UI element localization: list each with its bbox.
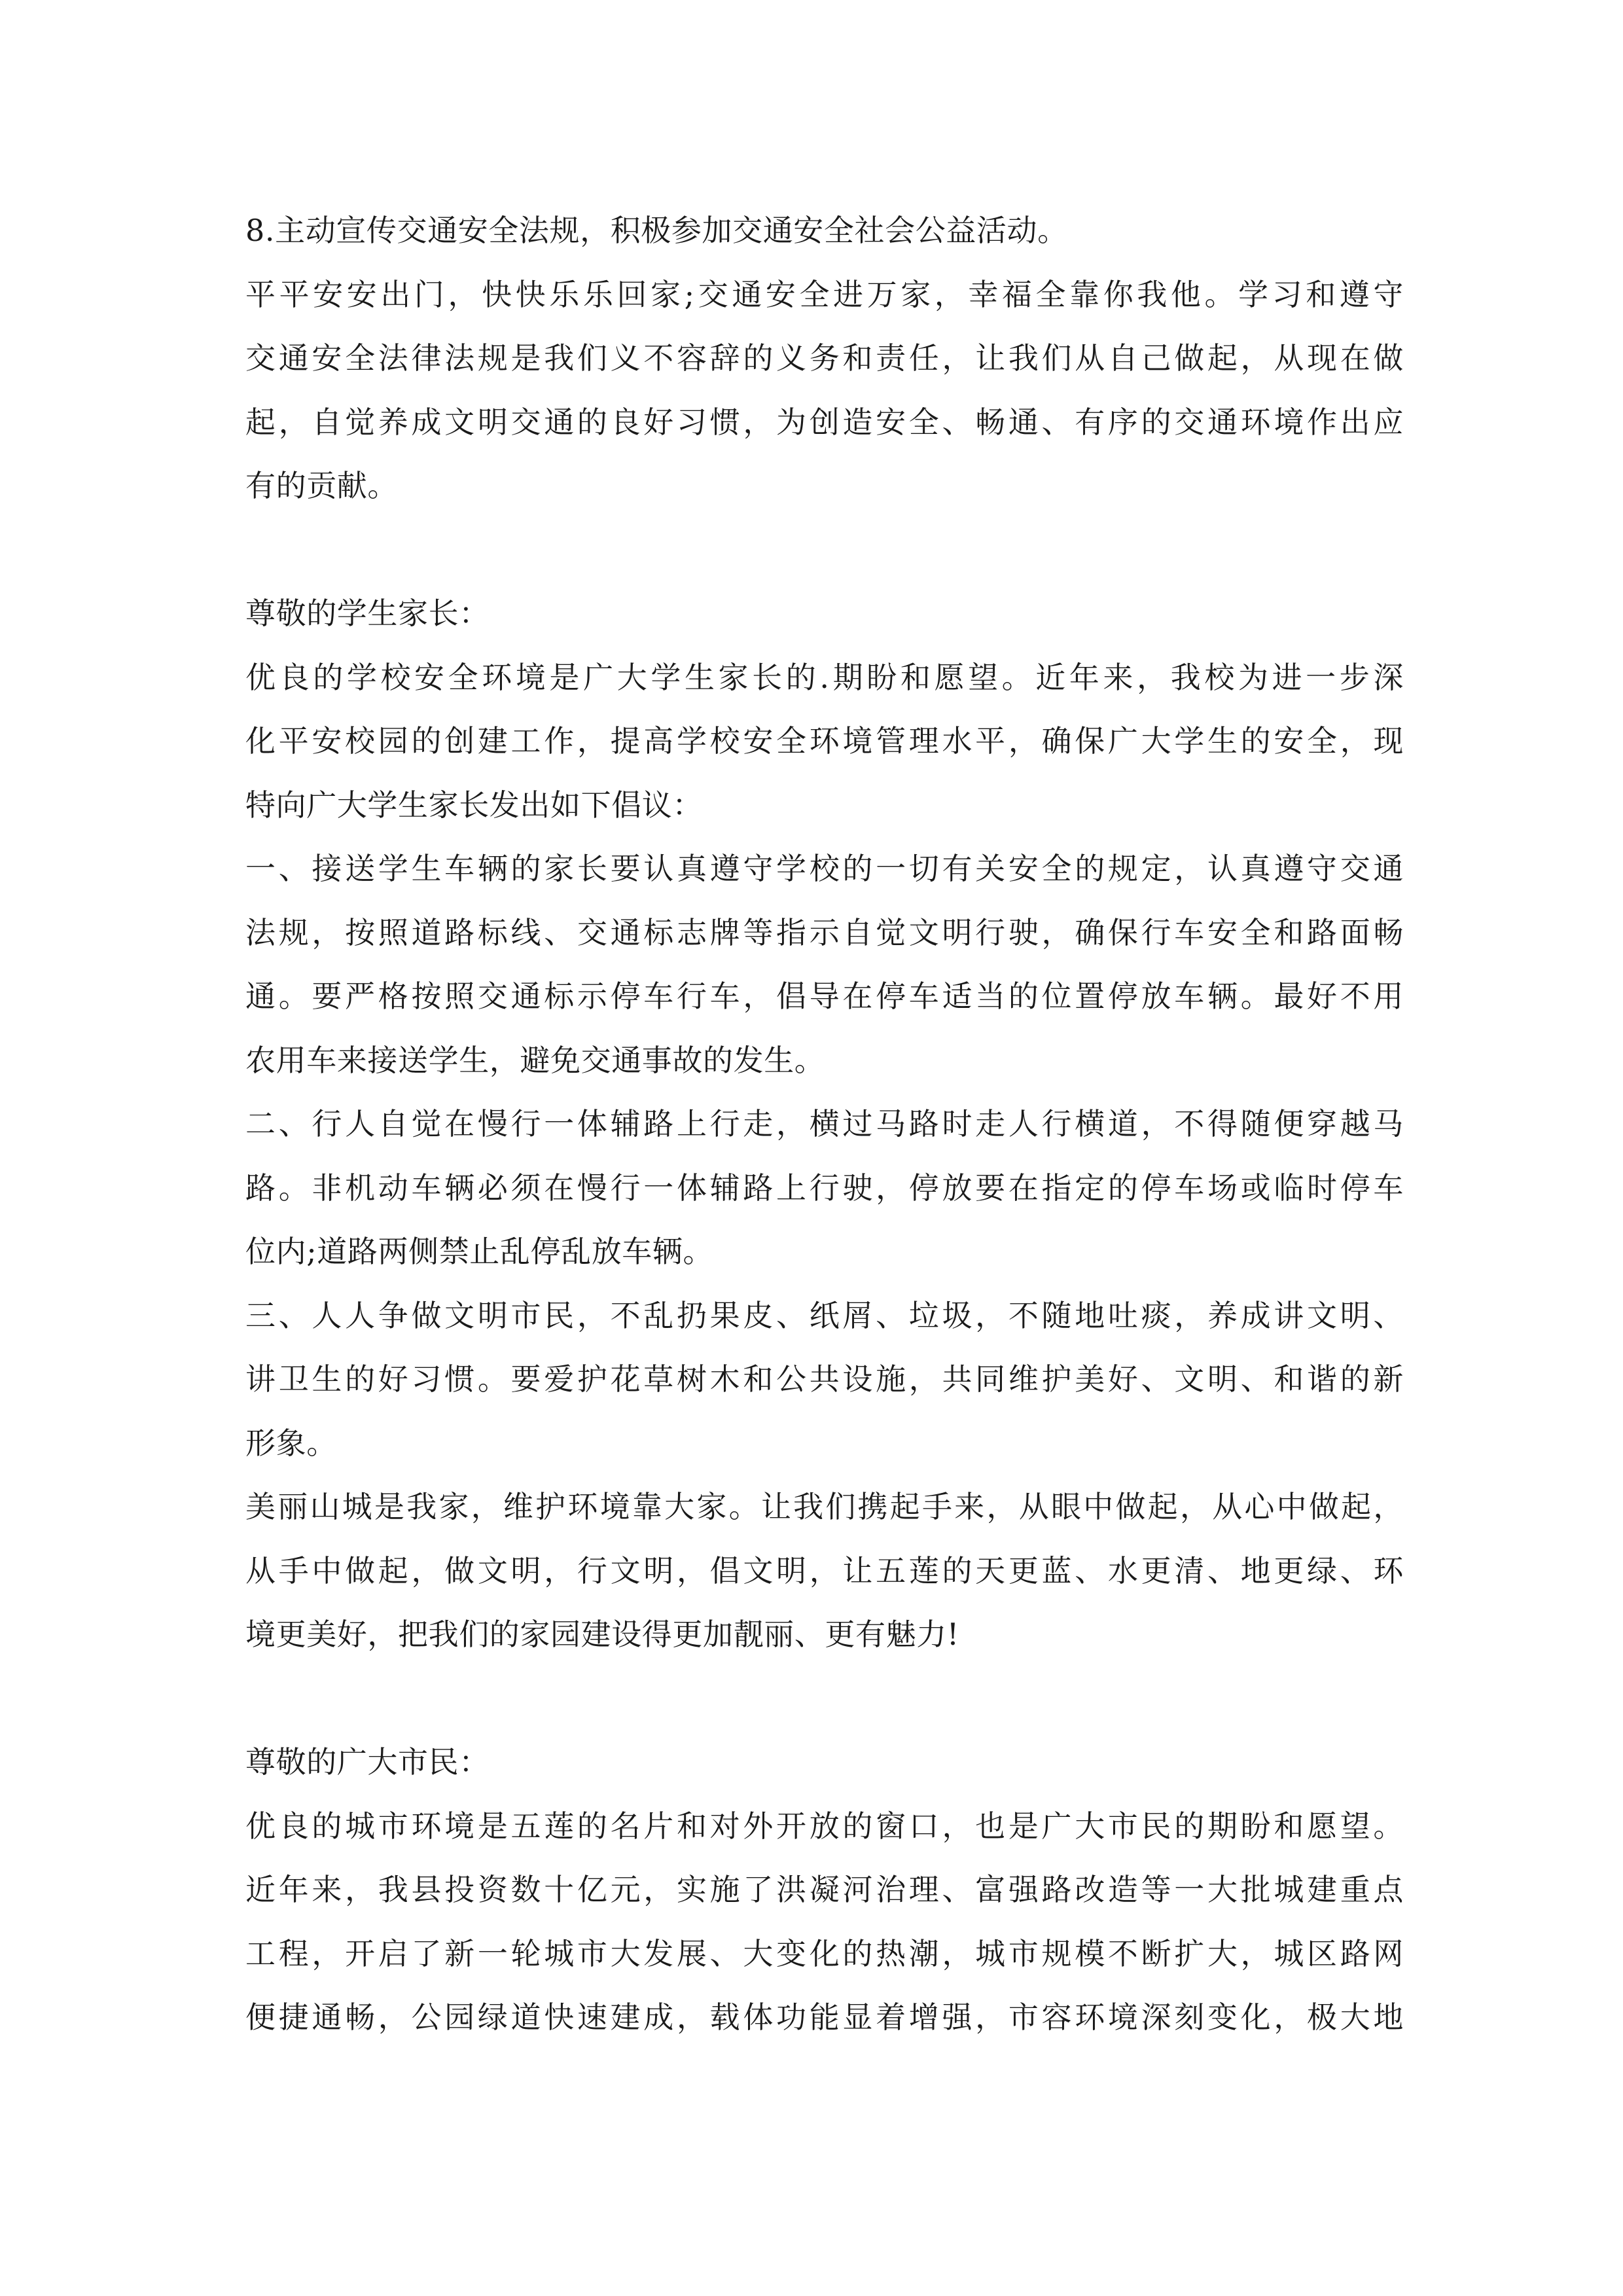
paragraph [245, 582, 1404, 646]
paragraph [245, 1284, 1404, 1476]
text-line: 三、人人争做文明市民，不乱扔果皮、纸屑、垃圾，不随地吐痰，养成讲文明、 [245, 1297, 1404, 1333]
paragraph [245, 1731, 1404, 1795]
paragraph [245, 1795, 1404, 2050]
text-line: 近年来，我县投资数十亿元，实施了洪凝河治理、富强路改造等一大批城建重点 [245, 1872, 1404, 1907]
text-line: 形象。 [245, 1425, 337, 1461]
text-line: 平平安安出门，快快乐乐回家;交通安全进万家，幸福全靠你我他。学习和遵守 [245, 276, 1404, 312]
text-line: 工程，开启了新一轮城市大发展、大变化的热潮，城市规模不断扩大，城区路网 [245, 1935, 1404, 1971]
text-line: 从手中做起，做文明，行文明，倡文明，让五莲的天更蓝、水更清、地更绿、环 [245, 1552, 1404, 1588]
paragraph [245, 199, 1404, 263]
text-line: 通。要严格按照交通标示停车行车，倡导在停车适当的位置停放车辆。最好不用 [245, 978, 1404, 1014]
text-line: 尊敬的广大市民： [245, 1744, 490, 1780]
text-line: 交通安全法律法规是我们义不容辞的义务和责任，让我们从自己做起，从现在做 [245, 340, 1404, 376]
text-line: 化平安校园的创建工作，提高学校安全环境管理水平，确保广大学生的安全，现 [245, 723, 1404, 759]
text-line: 境更美好，把我们的家园建设得更加靓丽、更有魅力! [245, 1617, 959, 1652]
text-line: 优良的学校安全环境是广大学生家长的.期盼和愿望。近年来，我校为进一步深 [245, 659, 1404, 695]
text-line: 一、接送学生车辆的家长要认真遵守学校的一切有关安全的规定，认真遵守交通 [245, 851, 1404, 886]
document-body [245, 199, 1404, 2050]
text-line: 尊敬的学生家长： [245, 596, 490, 631]
text-line: 法规，按照道路标线、交通标志牌等指示自觉文明行驶，确保行车安全和路面畅 [245, 914, 1404, 950]
paragraph [245, 1475, 1404, 1667]
text-line: 有的贡献。 [245, 468, 398, 503]
paragraph [245, 263, 1404, 518]
paragraph-spacer [245, 518, 1404, 583]
text-line: 二、行人自觉在慢行一体辅路上行走，横过马路时走人行横道，不得随便穿越马 [245, 1106, 1404, 1141]
text-line: 路。非机动车辆必须在慢行一体辅路上行驶，停放要在指定的停车场或临时停车 [245, 1170, 1404, 1206]
text-line: 8.主动宣传交通安全法规，积极参加交通安全社会公益活动。 [245, 213, 1068, 248]
text-line: 起，自觉养成文明交通的良好习惯，为创造安全、畅通、有序的交通环境作出应 [245, 404, 1404, 440]
text-line: 讲卫生的好习惯。要爱护花草树木和公共设施，共同维护美好、文明、和谐的新 [245, 1361, 1404, 1397]
text-line: 优良的城市环境是五莲的名片和对外开放的窗口，也是广大市民的期盼和愿望。 [245, 1808, 1404, 1844]
text-line: 位内;道路两侧禁止乱停乱放车辆。 [245, 1234, 714, 1269]
text-line: 美丽山城是我家，维护环境靠大家。让我们携起手来，从眼中做起，从心中做起， [245, 1489, 1404, 1524]
text-line: 便捷通畅，公园绿道快速建成，载体功能显着增强，市容环境深刻变化，极大地 [245, 2000, 1404, 2035]
paragraph [245, 646, 1404, 838]
paragraph [245, 1092, 1404, 1284]
text-line: 特向广大学生家长发出如下倡议： [245, 787, 703, 823]
paragraph [245, 837, 1404, 1092]
text-line: 农用车来接送学生，避免交通事故的发生。 [245, 1042, 825, 1078]
paragraph-spacer [245, 1667, 1404, 1731]
